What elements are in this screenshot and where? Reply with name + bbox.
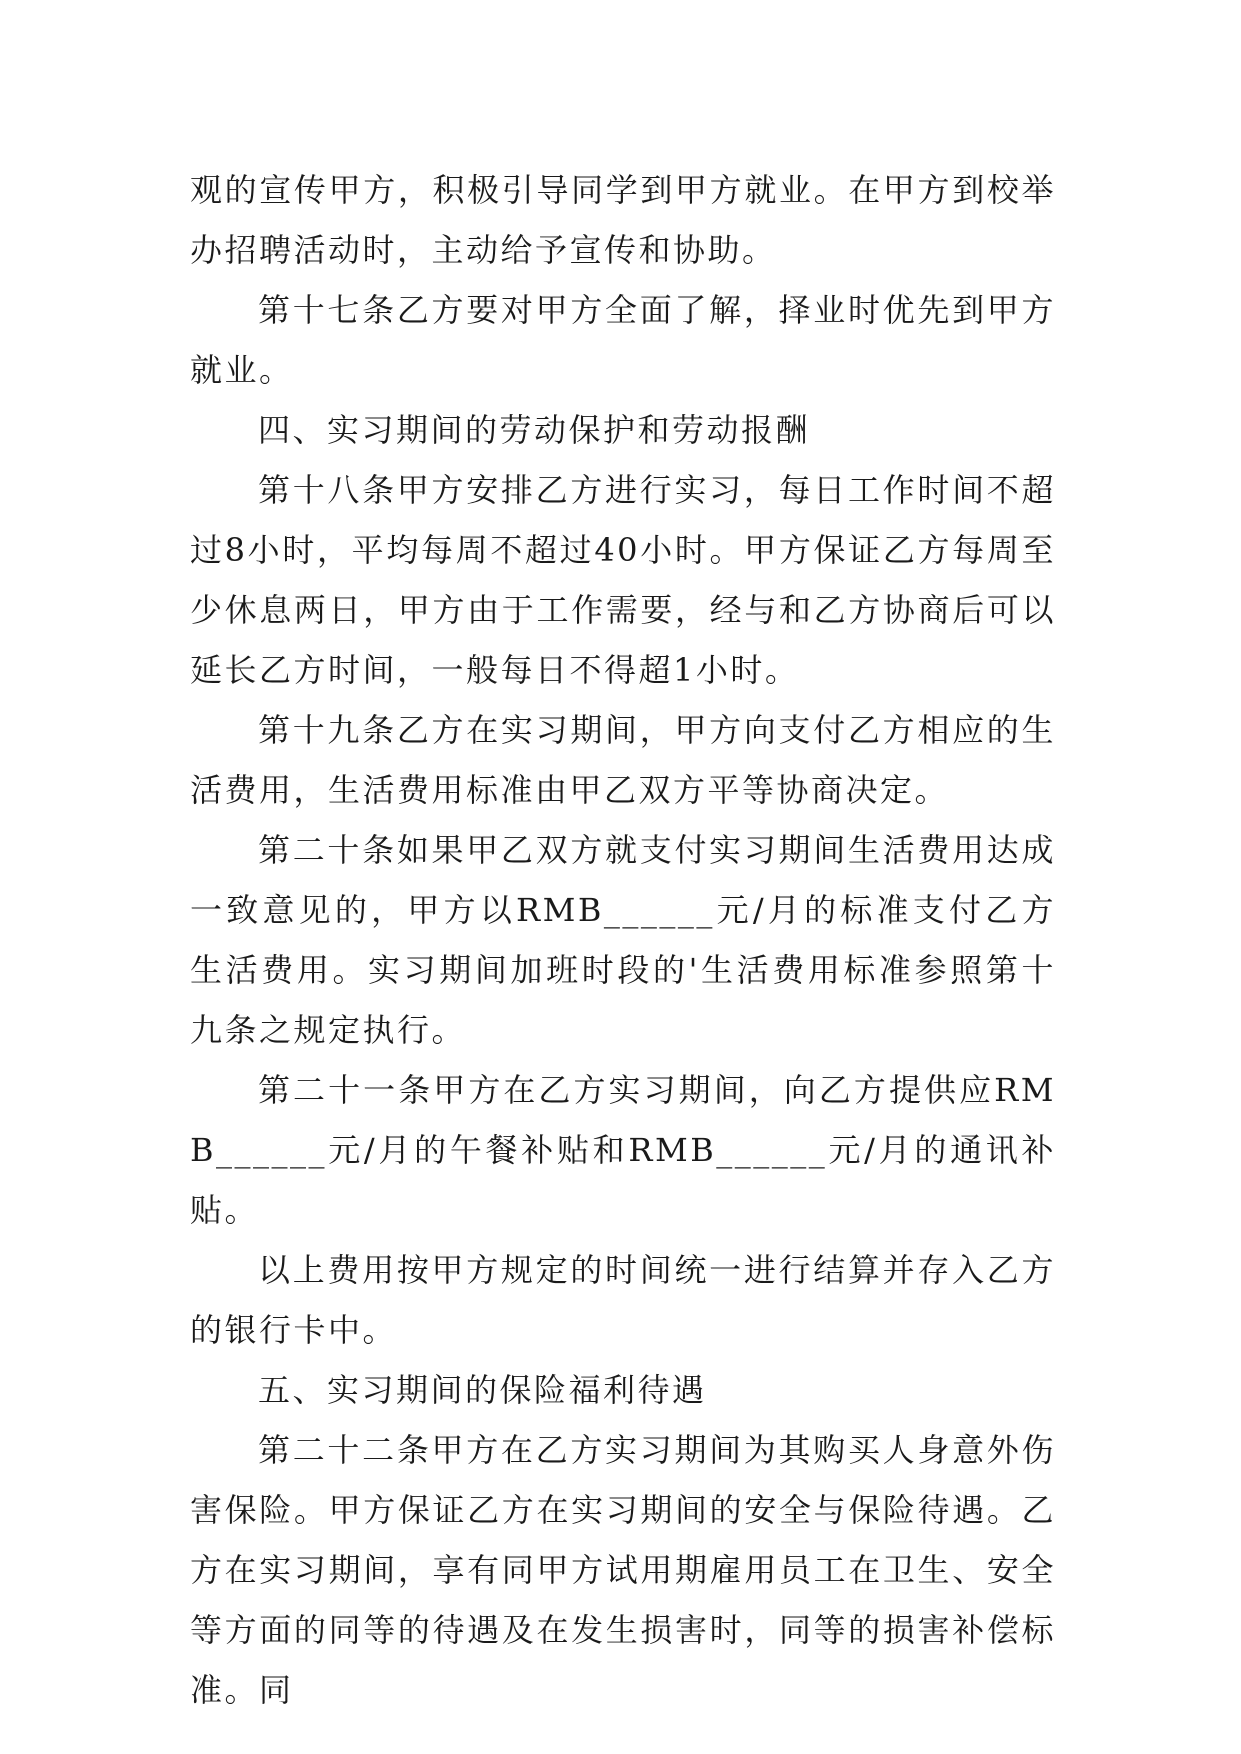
paragraph-article-18: 第十八条甲方安排乙方进行实习，每日工作时间不超过8小时，平均每周不超过40小时。甲方保证乙方每周至少休息两日，甲方由于工作需要，经与和乙方协商后可以延长乙方时间，一般每日不得超1小时。	[190, 471, 1056, 689]
section-heading-5: 五、实习期间的保险福利待遇	[258, 1371, 707, 1409]
document-body	[190, 160, 1056, 1720]
paragraph-continuation: 观的宣传甲方，积极引导同学到甲方就业。在甲方到校举办招聘活动时，主动给予宣传和协助。	[190, 171, 1056, 269]
paragraph-article-21: 第二十一条甲方在乙方实习期间，向乙方提供应RMB______元/月的午餐补贴和RMB______元/月的通讯补贴。	[190, 1071, 1056, 1229]
paragraph-settlement: 以上费用按甲方规定的时间统一进行结算并存入乙方的银行卡中。	[190, 1251, 1056, 1349]
section-heading-4: 四、实习期间的劳动保护和劳动报酬	[258, 411, 811, 449]
paragraph-article-22: 第二十二条甲方在乙方实习期间为其购买人身意外伤害保险。甲方保证乙方在实习期间的安全与保险待遇。乙方在实习期间，享有同甲方试用期雇用员工在卫生、安全等方面的同等的待遇及在发生损害时，同等的损害补偿标准。同	[190, 1431, 1056, 1709]
paragraph-article-20: 第二十条如果甲乙双方就支付实习期间生活费用达成一致意见的，甲方以RMB______元/月的标准支付乙方生活费用。实习期间加班时段的'生活费用标准参照第十九条之规定执行。	[190, 831, 1056, 1049]
paragraph-article-19: 第十九条乙方在实习期间，甲方向支付乙方相应的生活费用，生活费用标准由甲乙双方平等协商决定。	[190, 711, 1056, 809]
paragraph-article-17: 第十七条乙方要对甲方全面了解，择业时优先到甲方就业。	[190, 291, 1056, 389]
